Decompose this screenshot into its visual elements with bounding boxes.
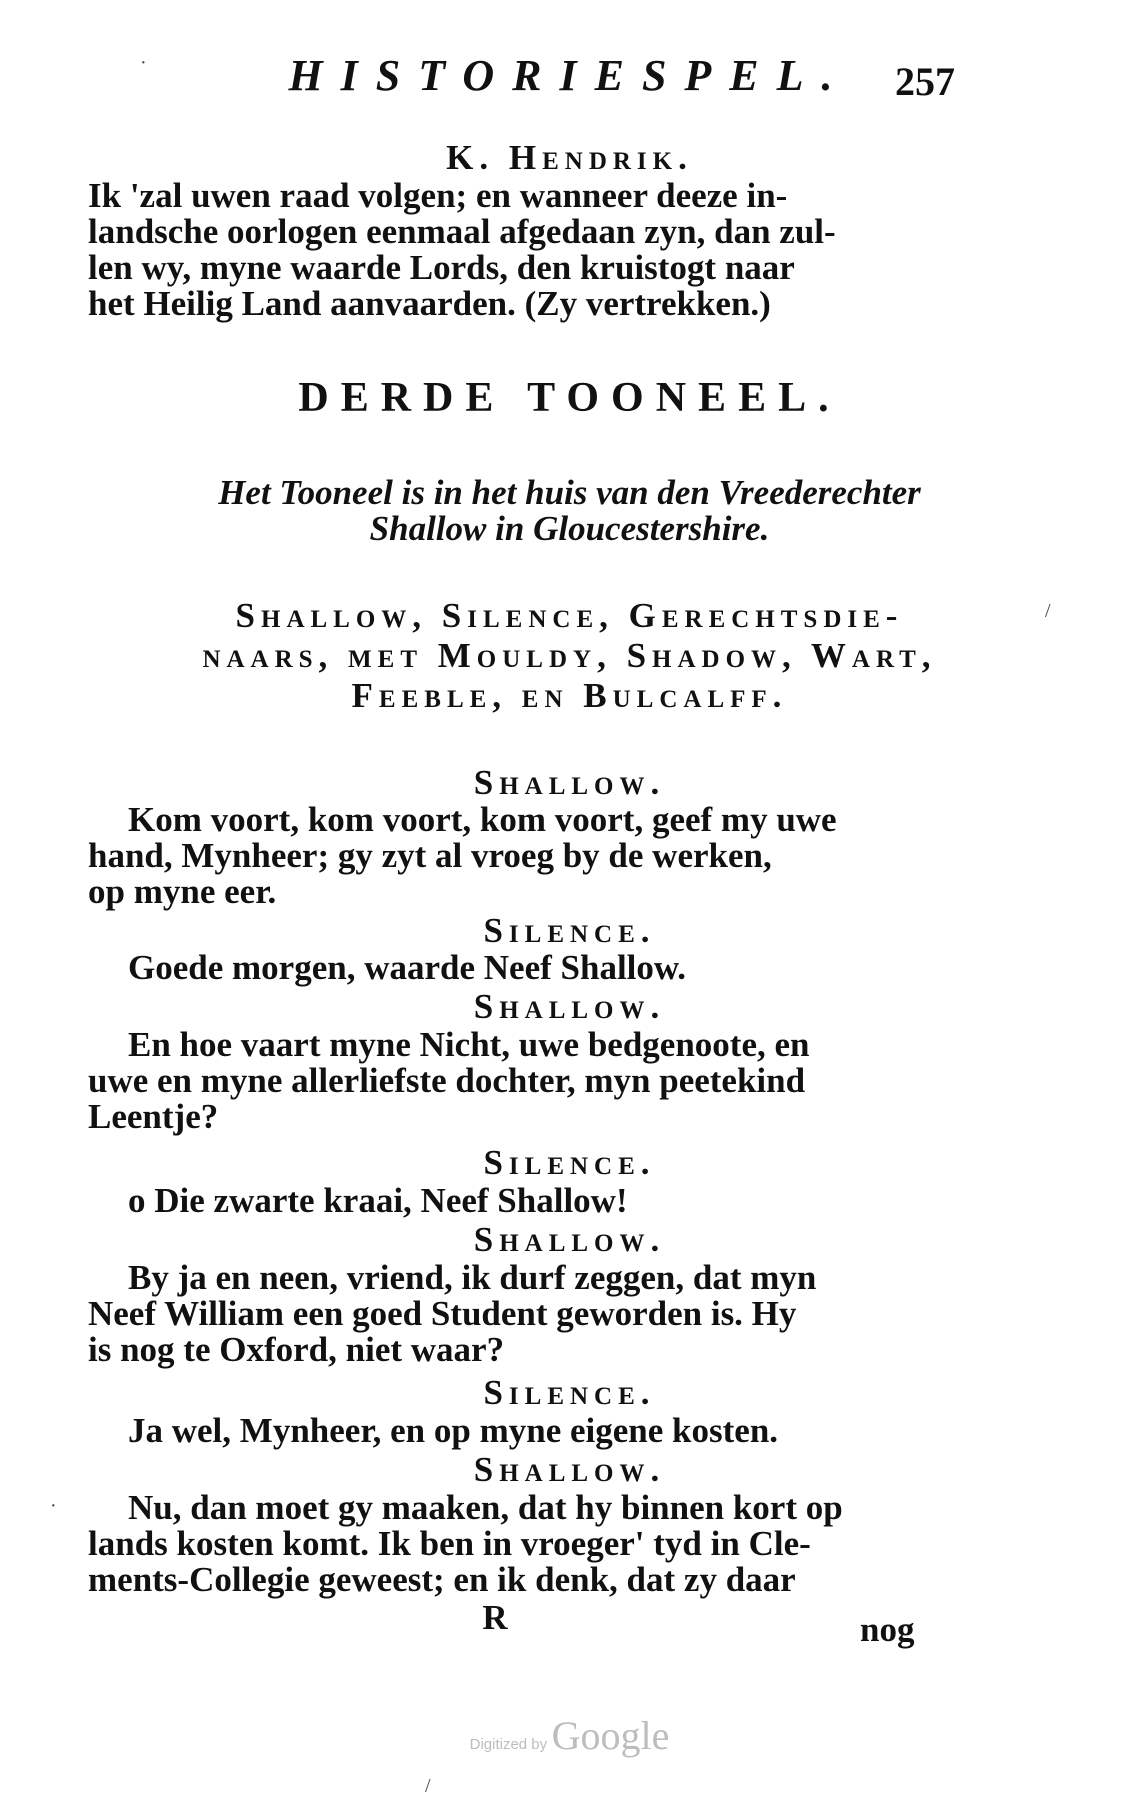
cast-line-2: naars, met Mouldy, Shadow, Wart, <box>202 636 937 675</box>
speech-4-line-1: o Die zwarte kraai, Neef Shallow! <box>128 1181 628 1220</box>
speech-1-line-3: op myne eer. <box>88 872 277 911</box>
speech-7-line-3: ments-Collegie geweest; en ik denk, dat zy daar <box>88 1560 796 1599</box>
setting-line-1: Het Tooneel is in het huis van den Vreederechter <box>218 473 921 512</box>
speaker-k-hendrik: K. Hendrik. <box>446 138 693 177</box>
speech-3-line-3: Leentje? <box>88 1097 219 1136</box>
speech-1-line-1: Kom voort, kom voort, kom voort, geef my uwe <box>128 800 837 839</box>
speech-7-line-2: lands kosten komt. Ik ben in vroeger' tyd in Cle- <box>88 1524 811 1563</box>
ink-speck-icon: / <box>1045 600 1051 622</box>
speaker-shallow-4: Shallow. <box>473 1450 666 1489</box>
speaker-silence-1: Silence. <box>483 911 656 950</box>
hendrik-line-1: Ik 'zal uwen raad volgen; en wanneer deeze in- <box>88 176 788 215</box>
signature-mark: R <box>482 1598 508 1637</box>
speech-3-line-2: uwe en myne allerliefste dochter, myn peetekind <box>88 1061 806 1100</box>
speaker-silence-2: Silence. <box>483 1143 656 1182</box>
hendrik-line-2: landsche oorlogen eenmaal afgedaan zyn, dan zul- <box>88 212 836 251</box>
speech-5-line-2: Neef William een goed Student geworden is. Hy <box>88 1294 797 1333</box>
digitized-watermark <box>0 1712 1139 1759</box>
hendrik-line-3: len wy, myne waarde Lords, den kruistogt naar <box>88 248 795 287</box>
speaker-shallow-3: Shallow. <box>473 1220 666 1259</box>
hendrik-line-4: het Heilig Land aanvaarden. (Zy vertrekken.) <box>88 284 771 323</box>
watermark-brand: Google <box>551 1713 670 1758</box>
speaker-shallow-1: Shallow. <box>473 763 666 802</box>
speech-1-line-2: hand, Mynheer; gy zyt al vroeg by de werken, <box>88 836 772 875</box>
ink-speck-icon: / <box>425 1775 431 1797</box>
ink-speck-icon: · <box>50 1495 57 1517</box>
catchword: nog <box>860 1610 915 1649</box>
setting-line-2: Shallow in Gloucestershire. <box>369 509 770 548</box>
running-head: HISTORIESPEL. <box>288 51 851 100</box>
cast-line-3: Feeble, en Bulcalff. <box>351 676 788 715</box>
ink-speck-icon: · <box>140 52 147 74</box>
cast-line-1: Shallow, Silence, Gerechtsdie- <box>235 596 904 635</box>
page-number: 257 <box>895 59 955 104</box>
speech-2-line-1: Goede morgen, waarde Neef Shallow. <box>128 948 686 987</box>
speech-5-line-1: By ja en neen, vriend, ik durf zeggen, dat myn <box>128 1258 817 1297</box>
speaker-shallow-2: Shallow. <box>473 987 666 1026</box>
speech-7-line-1: Nu, dan moet gy maaken, dat hy binnen kort op <box>128 1488 843 1527</box>
speech-5-line-3: is nog te Oxford, niet waar? <box>88 1330 505 1369</box>
speaker-silence-3: Silence. <box>483 1373 656 1412</box>
watermark-prefix: Digitized by <box>469 1736 548 1753</box>
speech-3-line-1: En hoe vaart myne Nicht, uwe bedgenoote, en <box>128 1025 810 1064</box>
speech-6-line-1: Ja wel, Mynheer, en op myne eigene kosten. <box>128 1411 779 1450</box>
scene-title: DERDE TOONEEL. <box>298 375 841 421</box>
